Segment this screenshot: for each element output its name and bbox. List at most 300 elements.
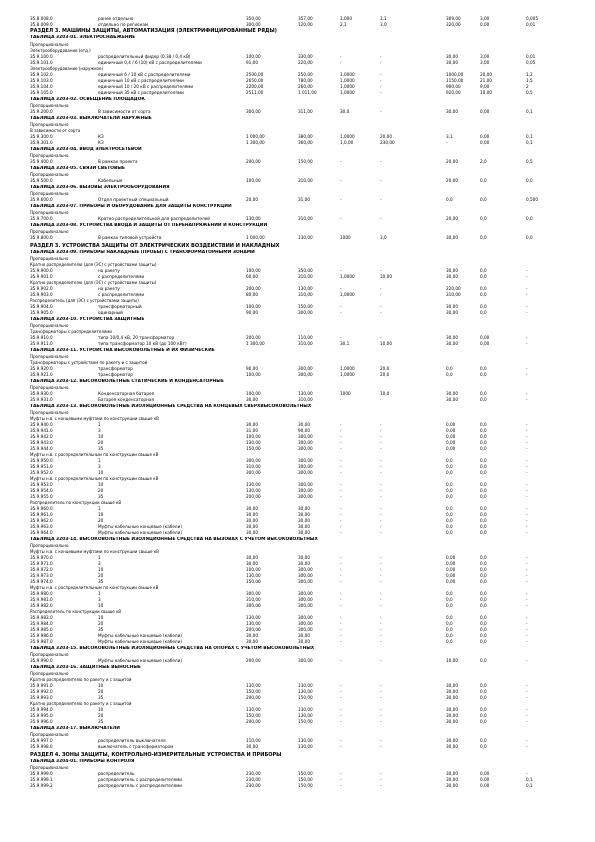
row-value-2: 150,00 — [298, 304, 313, 309]
row-value-7: 2 — [526, 84, 529, 89]
row-code: Пропорционально — [30, 153, 69, 158]
table-row — [0, 639, 595, 645]
row-code: 35.9.900.0 — [30, 268, 53, 273]
row-description: единичный 6 / 10 кВ с распределителями — [98, 72, 191, 77]
row-code: 35.9.102.0 — [30, 72, 53, 77]
row-code: Муфты н.в. с концевыми муфтами по конструкции свыше кВ — [30, 549, 159, 554]
row-value-6: 0,0 — [480, 488, 487, 493]
row-description: 1 — [98, 422, 101, 427]
row-value-1: 90,00 — [246, 366, 258, 371]
table-row — [0, 658, 595, 664]
row-description: 35 — [98, 494, 104, 499]
row-value-2: 357,00 — [298, 16, 313, 21]
row-code: РАЗДЕЛ 4. ЗОНЫ ЗАЩИТЫ, КОНТРОЛЬНО-ИЗМЕРИТЕЛЬНЫЕ УСТРОЙСТВА И ПРИБОРЫ — [30, 752, 282, 758]
row-value-6: 0,0 — [480, 530, 487, 535]
row-value-6: 0,0 — [480, 518, 487, 523]
row-value-6: 0,00 — [480, 134, 490, 139]
row-code: 35.9.103.0 — [30, 78, 53, 83]
row-code: 35.9.954.0 — [30, 488, 53, 493]
row-value-6: 3,00 — [480, 54, 490, 59]
row-value-6: 0,0 — [480, 689, 487, 694]
row-value-1: 200,00 — [246, 335, 261, 340]
row-value-7: 0,01 — [526, 54, 536, 59]
row-value-1: 300,00 — [246, 470, 261, 475]
row-value-7: - — [526, 518, 528, 523]
row-value-5: 30,00 — [446, 310, 458, 315]
row-code: 35.9.910.0 — [30, 335, 53, 340]
row-value-3: 1,0000 — [340, 292, 355, 297]
row-value-1: 130,00 — [246, 707, 261, 712]
row-value-6: 0,0 — [480, 464, 487, 469]
row-value-5: 0,0 — [446, 597, 453, 602]
row-value-2: 220,00 — [298, 60, 313, 65]
row-code: 35.9.920.0 — [30, 366, 53, 371]
row-value-4: - — [380, 397, 382, 402]
row-value-3: - — [340, 738, 342, 743]
row-value-3: - — [340, 783, 342, 788]
row-value-3: - — [340, 603, 342, 608]
row-value-7: 0,1 — [526, 134, 533, 139]
row-value-4: - — [380, 458, 382, 463]
row-code: ТАБЛИЦА 3203-08. УСТРОЙСТВА ВВОДА И ЗАЩИТЫ ОТ ПЕРЕНАПРЯЖЕНИЙ И КОНСТРУКЦИИ — [30, 223, 268, 228]
row-value-4: 20,00 — [380, 134, 392, 139]
row-value-3: 2,1 — [340, 22, 347, 27]
row-value-6: 0,0 — [480, 268, 487, 273]
row-code: ТАБЛИЦА 3203-06. ВЫЗОВЫ ЭЛЕКТРООБОРУДОВАНИЯ — [30, 185, 170, 190]
row-value-4: - — [380, 738, 382, 743]
row-description: В зависимости от сорта — [98, 109, 151, 114]
row-value-3: - — [340, 335, 342, 340]
row-value-2: 30,00 — [298, 555, 310, 560]
row-value-6: 0,0 — [480, 561, 487, 566]
row-value-7: - — [526, 335, 528, 340]
row-value-7: 0,1 — [526, 777, 533, 782]
row-value-2: 130,00 — [298, 707, 313, 712]
row-description: 35 — [98, 446, 104, 451]
row-value-6: 0,00 — [480, 22, 490, 27]
row-value-4: - — [380, 771, 382, 776]
row-value-1: 1 300,00 — [246, 140, 265, 145]
row-description: с распределителями — [98, 274, 145, 279]
row-value-7: 0,005 — [526, 16, 538, 21]
row-code: 35.9.600.0 — [30, 197, 53, 202]
row-value-7: - — [526, 707, 528, 712]
row-description: с распределителями — [98, 292, 145, 297]
row-value-6: 0,0 — [480, 639, 487, 644]
row-code: 35.9.964.0 — [30, 530, 53, 535]
row-value-2: 150,00 — [298, 695, 313, 700]
table-row — [0, 216, 595, 222]
row-value-6: 0,00 — [480, 335, 490, 340]
row-value-1: 110,00 — [246, 738, 261, 743]
row-description: распределительный фидер (0,38 / 0,4 кВ) — [98, 54, 191, 59]
row-value-4: 1,1 — [380, 16, 387, 21]
row-description: 10 — [98, 567, 104, 572]
row-value-5: 30,00 — [446, 54, 458, 59]
row-value-5: 0,00 — [446, 428, 456, 433]
row-description: трансформатор — [98, 366, 133, 371]
row-value-5: 0,0 — [446, 470, 453, 475]
row-value-2: 780,00 — [298, 78, 313, 83]
row-value-2: 130,00 — [298, 391, 313, 396]
row-description: Батарея конденсаторная — [98, 397, 154, 402]
row-value-2: 260,00 — [298, 84, 313, 89]
row-value-6: 0,0 — [480, 397, 487, 402]
row-value-1: 150,00 — [246, 446, 261, 451]
row-value-4: - — [380, 707, 382, 712]
row-value-6: 0,0 — [480, 216, 487, 221]
table-row — [0, 719, 595, 725]
row-code: Кратно распределителю (для (ЭС) с устройствами защиты) — [30, 262, 157, 267]
row-value-1: 130,00 — [246, 621, 261, 626]
row-value-2: 300,00 — [298, 488, 313, 493]
row-value-7: - — [526, 391, 528, 396]
row-description: 3 — [98, 597, 101, 602]
row-code: 35.9.993.0 — [30, 695, 53, 700]
row-description: 1 — [98, 506, 101, 511]
row-value-5: 30,00 — [446, 341, 458, 346]
row-code: Пропорционально — [30, 543, 69, 548]
row-value-1: 150,00 — [246, 689, 261, 694]
row-value-3: - — [340, 304, 342, 309]
row-value-1: 1 000,00 — [246, 134, 265, 139]
row-value-7: 0,1 — [526, 783, 533, 788]
row-value-4: - — [380, 512, 382, 517]
row-value-5: 0,00 — [446, 555, 456, 560]
row-code: РАЗДЕЛ 3. УСТРОЙСТВА ЗАЩИТЫ ОТ ЭЛЕКТРИЧЕСКИХ ВОЗДЕЙСТВИЙ И НАКЛАДНЫХ — [30, 243, 280, 249]
row-value-1: 200,00 — [246, 494, 261, 499]
row-value-7: - — [526, 713, 528, 718]
row-value-2: 300,00 — [298, 597, 313, 602]
row-value-7: - — [526, 555, 528, 560]
row-value-5: 309,00 — [446, 16, 461, 21]
row-value-4: - — [380, 524, 382, 529]
row-description: 10 — [98, 707, 104, 712]
row-value-7: - — [526, 268, 528, 273]
row-value-4: - — [380, 506, 382, 511]
row-code: Пропорционально — [30, 122, 69, 127]
row-value-4: - — [380, 627, 382, 632]
row-value-5: 0,0 — [446, 639, 453, 644]
row-value-1: 200,00 — [246, 695, 261, 700]
row-code: Пропорционально — [30, 323, 69, 328]
row-code: Пропорционально — [30, 385, 69, 390]
row-value-2: 30,00 — [298, 633, 310, 638]
row-value-2: 30,00 — [298, 512, 310, 517]
row-value-4: - — [380, 783, 382, 788]
row-value-7: - — [526, 482, 528, 487]
row-code: 35.9.994.0 — [30, 707, 53, 712]
row-value-3: - — [340, 54, 342, 59]
row-description: Кабельные — [98, 178, 123, 183]
row-description: 3 — [98, 428, 101, 433]
row-value-6: 3,00 — [480, 60, 490, 65]
row-code: 35.9.995.0 — [30, 713, 53, 718]
row-value-1: 100,00 — [246, 567, 261, 572]
row-value-2: 300,00 — [298, 573, 313, 578]
row-value-3: - — [340, 597, 342, 602]
row-code: 35.9.911.0 — [30, 341, 53, 346]
row-value-4: - — [380, 470, 382, 475]
row-value-6: 0,0 — [480, 434, 487, 439]
row-value-2: 300,00 — [298, 464, 313, 469]
row-value-5: 0,0 — [446, 372, 453, 377]
section-heading — [0, 28, 595, 34]
row-code: Пропорционально — [30, 354, 69, 359]
row-code: 35.9.982.0 — [30, 603, 53, 608]
row-code: Трансформаторы с устройством по ракету и с защитой — [30, 360, 148, 365]
row-description: 1 — [98, 555, 101, 560]
row-value-6: 0,0 — [480, 428, 487, 433]
row-value-4: - — [380, 197, 382, 202]
row-value-5: 0,00 — [446, 440, 456, 445]
row-value-6: 0,00 — [480, 777, 490, 782]
row-value-3: - — [340, 506, 342, 511]
row-value-3: - — [340, 695, 342, 700]
row-value-3: - — [340, 286, 342, 291]
row-code: 35.9.100.0 — [30, 54, 53, 59]
row-value-4: 3,0 — [380, 235, 387, 240]
row-value-5: 30,00 — [446, 738, 458, 743]
table-row — [0, 310, 595, 316]
row-description: типа трансформатор 10 кВ (до 100 кВт) — [98, 341, 187, 346]
row-value-2: 310,00 — [298, 216, 313, 221]
row-description: 20 — [98, 440, 104, 445]
row-value-1: 30,00 — [246, 512, 258, 517]
row-value-5: 1150,00 — [446, 78, 464, 83]
row-value-2: 90,00 — [298, 428, 310, 433]
row-description: 10 — [98, 683, 104, 688]
row-code: 35.9.998.0 — [30, 744, 53, 749]
row-value-5: 0,0 — [446, 494, 453, 499]
row-value-4: - — [380, 695, 382, 700]
row-value-4: 10,00 — [380, 274, 392, 279]
row-value-2: 310,00 — [298, 341, 313, 346]
row-description: Отдел проектный специальный — [98, 197, 169, 202]
row-value-1: 230,00 — [246, 783, 261, 788]
row-code: 35.9.931.0 — [30, 397, 53, 402]
row-value-4: 230,00 — [380, 140, 395, 145]
row-value-5: 30,00 — [446, 397, 458, 402]
row-value-3: - — [340, 530, 342, 535]
row-value-4: - — [380, 561, 382, 566]
row-value-1: 310,00 — [246, 597, 261, 602]
row-value-5: 30,00 — [446, 719, 458, 724]
row-value-7: 1,2 — [526, 72, 533, 77]
row-value-2: 300,00 — [298, 494, 313, 499]
row-code: Пропорционально — [30, 210, 69, 215]
row-value-6: 0,0 — [480, 738, 487, 743]
row-value-3: - — [340, 555, 342, 560]
row-value-7: - — [526, 615, 528, 620]
row-value-5: 30,00 — [446, 783, 458, 788]
row-value-3: - — [340, 482, 342, 487]
row-value-4: - — [380, 78, 382, 83]
row-value-4: - — [380, 494, 382, 499]
row-value-1: 30,00 — [246, 633, 258, 638]
row-value-5: 0,0 — [446, 464, 453, 469]
row-value-7: - — [526, 579, 528, 584]
row-value-3: - — [340, 440, 342, 445]
row-value-1: 2500,00 — [246, 72, 264, 77]
row-value-3: 1,0000 — [340, 90, 355, 95]
row-value-1: 1 000,00 — [246, 235, 265, 240]
row-value-4: - — [380, 178, 382, 183]
row-code: Пропорционально — [30, 42, 69, 47]
row-value-1: 2650,00 — [246, 78, 264, 83]
row-value-3: - — [340, 397, 342, 402]
table-row — [0, 90, 595, 96]
row-value-5: 30,00 — [446, 771, 458, 776]
row-value-1: 20,00 — [246, 197, 258, 202]
row-code: Пропорционально — [30, 652, 69, 657]
row-value-5: 30,00 — [446, 683, 458, 688]
row-value-7: 0,500 — [526, 197, 538, 202]
row-value-2: 310,00 — [298, 274, 313, 279]
row-value-6: 0,0 — [480, 235, 487, 240]
row-value-3: 1,0,00 — [340, 140, 354, 145]
row-code: 35.9.941.0 — [30, 428, 53, 433]
row-value-3: - — [340, 216, 342, 221]
row-description: Конденсаторная батарея — [98, 391, 155, 396]
row-value-6: 0,0 — [480, 633, 487, 638]
table-row — [0, 397, 595, 403]
row-value-3: 1,0000 — [340, 372, 355, 377]
row-value-2: 300,00 — [298, 482, 313, 487]
row-description: Муфты кабельные концевые (кабели) — [98, 530, 182, 535]
row-value-2: 300,00 — [298, 615, 313, 620]
row-code: Муфты н.в. с концевыми муфтами по конструкции свыше кВ — [30, 416, 159, 421]
row-value-7: - — [526, 286, 528, 291]
row-value-4: - — [380, 713, 382, 718]
row-value-4: - — [380, 286, 382, 291]
row-value-6: 0,00 — [480, 771, 490, 776]
row-value-7: 0,5 — [526, 159, 533, 164]
row-value-1: 30,00 — [246, 506, 258, 511]
row-value-6: 2,0 — [480, 159, 487, 164]
row-value-5: 0,0 — [446, 488, 453, 493]
row-value-7: - — [526, 524, 528, 529]
row-code: 35.8.008.0 — [30, 16, 53, 21]
row-value-6: 0,0 — [480, 494, 487, 499]
row-value-1: 230,00 — [246, 777, 261, 782]
row-value-7: 0,5 — [526, 90, 533, 95]
row-code: Пропорционально — [30, 765, 69, 770]
row-value-5: 30,00 — [446, 235, 458, 240]
row-value-4: - — [380, 90, 382, 95]
row-value-5: 220,00 — [446, 286, 461, 291]
row-value-5: 0,0 — [446, 627, 453, 632]
row-value-5: 30,00 — [446, 707, 458, 712]
row-value-1: 200,00 — [246, 159, 261, 164]
row-value-5: 0,00 — [446, 567, 456, 572]
row-value-4: - — [380, 689, 382, 694]
row-value-5: 30,00 — [446, 744, 458, 749]
row-code: 35.9.400.0 — [30, 159, 53, 164]
row-value-7: - — [526, 597, 528, 602]
row-code: 35.9.940.0 — [30, 422, 53, 427]
row-description: 20 — [98, 518, 104, 523]
row-description: 20 — [98, 713, 104, 718]
row-code: 35.9.986.0 — [30, 633, 53, 638]
row-value-5: 0,00 — [446, 422, 456, 427]
row-value-3: - — [340, 488, 342, 493]
row-code: 35.9.500.0 — [30, 178, 53, 183]
row-value-4: - — [380, 603, 382, 608]
row-value-4: - — [380, 579, 382, 584]
row-description: трансформатор — [98, 372, 133, 377]
row-value-3: - — [340, 464, 342, 469]
row-value-5: - — [446, 140, 448, 145]
row-value-5: 0,0 — [446, 524, 453, 529]
row-value-7: 0,05 — [526, 60, 536, 65]
row-value-1: 100,00 — [246, 372, 261, 377]
row-value-2: 300,00 — [298, 579, 313, 584]
row-value-2: 311,00 — [298, 109, 313, 114]
row-value-6: 0,0 — [480, 621, 487, 626]
row-value-3: - — [340, 524, 342, 529]
row-description: выключатель с трансформатором — [98, 744, 174, 749]
row-value-5: 0,0 — [446, 621, 453, 626]
row-value-2: 380,00 — [298, 134, 313, 139]
row-value-7: - — [526, 530, 528, 535]
row-value-3: - — [340, 422, 342, 427]
table-row — [0, 235, 595, 241]
row-value-4: - — [380, 482, 382, 487]
row-value-7: - — [526, 621, 528, 626]
row-description: отдельно по регионам — [98, 22, 149, 27]
row-value-5: 20,00 — [446, 159, 458, 164]
row-value-4: - — [380, 744, 382, 749]
row-description: одинарный — [98, 310, 123, 315]
row-code: 35.9.200.0 — [30, 109, 53, 114]
row-value-3: 1,0000 — [340, 72, 355, 77]
row-value-2: 300,00 — [298, 470, 313, 475]
row-value-5: 0,00 — [446, 573, 456, 578]
row-value-3: 1,0000 — [340, 274, 355, 279]
row-value-6: 0,0 — [480, 470, 487, 475]
row-value-1: 30,00 — [246, 422, 258, 427]
row-code: Пропорционально — [30, 671, 69, 676]
row-value-7: 0,0 — [526, 235, 533, 240]
row-value-1: 300,00 — [246, 109, 261, 114]
row-value-2: 300,00 — [298, 446, 313, 451]
row-description: 1 — [98, 591, 101, 596]
row-code: 35.9.905.0 — [30, 310, 53, 315]
row-value-1: 100,00 — [246, 434, 261, 439]
row-value-4: - — [380, 464, 382, 469]
row-value-1: 91,00 — [246, 60, 258, 65]
row-value-6: 10,00 — [480, 90, 492, 95]
row-value-2: 310,00 — [298, 178, 313, 183]
row-value-4: - — [380, 304, 382, 309]
row-value-4: - — [380, 335, 382, 340]
row-value-4: - — [380, 573, 382, 578]
row-value-5: 0,0 — [446, 633, 453, 638]
row-value-2: 310,00 — [298, 397, 313, 402]
row-value-1: 300,00 — [246, 591, 261, 596]
row-code: ТАБЛИЦА 3203-11. УСТРОЙСТВА ВЫСОКОВОЛЬТНЫЕ И ИХ ФИЗИЧЕСКИЕ — [30, 348, 215, 353]
row-value-6: 3,00 — [480, 16, 490, 21]
row-value-4: - — [380, 109, 382, 114]
row-code: 35.8.009.0 — [30, 22, 53, 27]
row-code: ТАБЛИЦА 3204-01. ПРИБОРЫ КОНТРОЛЯ — [30, 759, 135, 764]
row-value-1: 200,00 — [246, 286, 261, 291]
row-value-7: - — [526, 458, 528, 463]
row-value-7: - — [526, 683, 528, 688]
row-value-6: 0,0 — [480, 524, 487, 529]
row-description: В рамках типовой устройств — [98, 235, 162, 240]
